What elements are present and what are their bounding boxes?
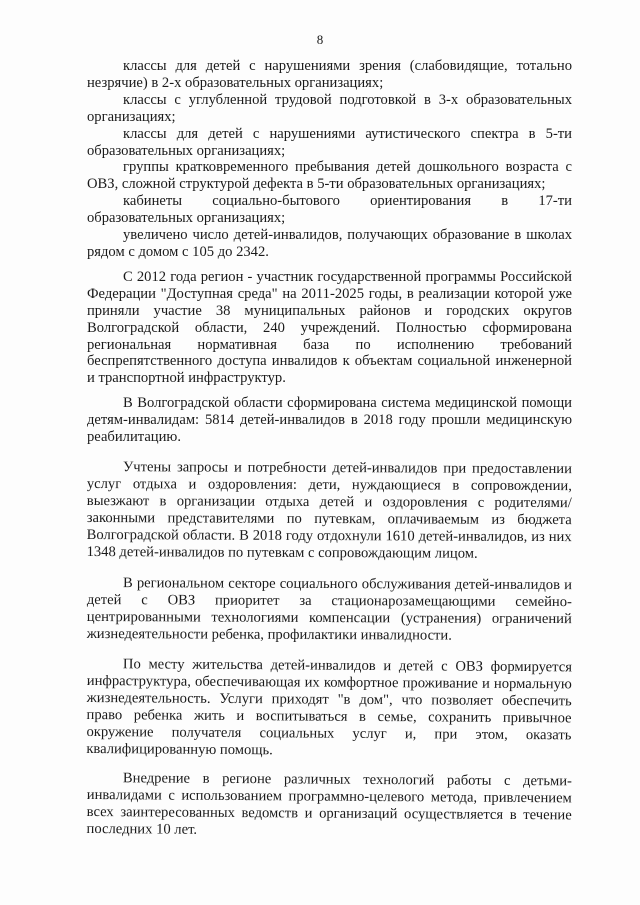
list-item-autism-classes: классы для детей с нарушениями аутистического спектра в 5-ти образовательных организациях; — [87, 125, 572, 159]
paragraph-infrastructure: По месту жительства детей-инвалидов и детей с ОВЗ формируется инфраструктура, обеспечивающая их комфортное проживание и нормальную жизнедеятельность. Услуги приходят "в дом", что позволяет обеспечить право ребенка жить и воспитываться в семье, сохранить привычное окружение получателя социальных услуг и, при этом, оказать квалифицированную помощь. — [86, 656, 572, 758]
page-number: 8 — [316, 32, 324, 47]
list-item-social-orientation-rooms: кабинеты социально-бытового ориентирования в 17-ти образовательных организациях; — [87, 193, 572, 227]
paragraph-technologies: Внедрение в регионе различных технологий работы с детьми-инвалидами с использованием программно-целевого метода, привлечением всех заинтересованных ведомств и организаций осуществляется в течение последних 10 лет. — [86, 770, 572, 838]
document-body — [87, 58, 572, 838]
list-item-short-stay-groups: группы кратковременного пребывания детей дошкольного возраста с ОВЗ, сложной структурой дефекта в 5-ти образовательных организациях; — [87, 159, 572, 193]
paragraph-recreation: Учтены запросы и потребности детей-инвалидов при предоставлении услуг отдыха и оздоровления: дети, нуждающиеся в сопровождении, выезжают в организации отдыха детей и оздоровления с родителями/законными представителями по путевкам, оплачиваемым из бюджета Волгоградской области. В 2018 году отдохнули 1610 детей-инвалидов, из них 1348 детей-инвалидов по путевкам с сопровождающим лицом. — [86, 459, 572, 562]
list-item-labor-training-classes: классы с углубленной трудовой подготовкой в 3-х образовательных организациях; — [87, 91, 572, 125]
list-item-inclusive-schooling: увеличено число детей-инвалидов, получающих образование в школах рядом с домом с 105 до 2342. — [87, 227, 572, 260]
paragraph-medical-care: В Волгоградской области сформирована система медицинской помощи детям-инвалидам: 5814 детей-инвалидов в 2018 году прошли медицинскую реабилитацию. — [87, 395, 572, 446]
paragraph-accessible-environment: С 2012 года регион - участник государственной программы Российской Федерации "Доступная среда" на 2011-2025 годы, в реализации которой уже приняли участие 38 муниципальных районов и городских округов Волгоградской области, 240 учреждений. Полностью сформирована региональная нормативная база по исполнению требований беспрепятственного доступа инвалидов к объектам социальной инженерной и транспортной инфраструктур. — [87, 268, 572, 387]
paragraph-social-services: В региональном секторе социального обслуживания детей-инвалидов и детей с ОВЗ приоритет за стационарозамещающими семейно-центрированными технологиями компенсации (устранения) ограничений жизнедеятельности ребенка, профилактики инвалидности. — [86, 575, 572, 644]
list-item-visually-impaired-classes: классы для детей с нарушениями зрения (слабовидящие, тотально незрячие) в 2-х образовательных организациях; — [87, 58, 572, 91]
